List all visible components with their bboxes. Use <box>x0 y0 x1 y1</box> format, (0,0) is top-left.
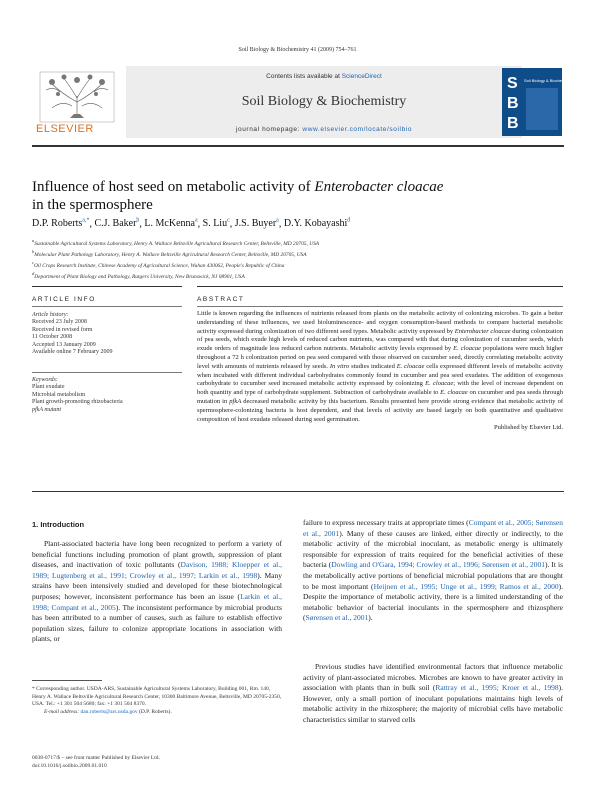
author-list: D.P. Roberts$^{a,*}$, C.J. Baker$^b$, L. McKenna$^a$, S. Liu$^c$, J.S. Buyer$^a$, D.Y. Kobayashi$^d$ <box>32 218 351 230</box>
affiliation-marker[interactable]: b <box>136 218 140 224</box>
keyword: Plant exudate <box>32 384 65 391</box>
journal-cover-image <box>502 68 573 136</box>
affiliation-marker[interactable]: a <box>194 218 198 224</box>
journal-homepage-line: journal homepage: www.elsevier.com/locate/soilbio <box>235 126 413 133</box>
intro-paragraph <box>303 518 563 624</box>
journal-name: Soil Biology & Biochemistry <box>241 94 407 109</box>
affiliation-marker: b <box>32 249 35 254</box>
issn-doi: 0038-0717/$ – see front matter Published by Elsevier Ltd. doi:10.1016/j.soilbio.2009.01.010 <box>32 755 160 769</box>
abstract-heading: ABSTRACT <box>197 296 245 303</box>
author-name: D.Y. Kobayashi$^d$ <box>283 218 351 230</box>
citation-link[interactable]: Compant et al., 2005; Sørensen et al., 2001 <box>303 518 564 538</box>
cover-letter: B <box>507 95 519 112</box>
affiliation: $^c$Oil Crops Research Institute, Chinese Academy of Agricultural Science, Wuhan 430062, People's Republic of China <box>32 260 285 269</box>
divider <box>32 306 182 307</box>
masthead-rule <box>32 145 564 147</box>
article-info-heading: ARTICLE INFO <box>32 296 96 303</box>
journal-masthead <box>32 66 573 139</box>
journal-citation: Soil Biology & Biochemistry 41 (2009) 754–761 <box>238 47 357 53</box>
affiliation-marker[interactable]: a,* <box>82 218 90 224</box>
body-text: ). <box>368 613 373 623</box>
divider <box>32 491 564 492</box>
divider <box>197 306 563 307</box>
author-name: D.P. Roberts$^{a,*}$ <box>32 218 90 230</box>
body-text: ). The inconsistent performance by microbial products has been attributed to a number of causes, such as failure to establish effective population sizes, failure to colonize appropriate locations in association with plants, or <box>32 602 282 644</box>
affiliation-marker[interactable]: c <box>227 218 230 224</box>
keyword: Microbial metabolism <box>32 391 86 398</box>
journal-homepage-link[interactable]: www.elsevier.com/locate/soilbio <box>302 126 413 133</box>
affiliation-marker: a <box>32 238 35 243</box>
cover-title: Soil Biology & Biochemistry <box>524 78 573 83</box>
body-text: ). Despite the importance of metabolic activity, there is a limited understanding of the metabolic behavior of bacterial inoculants in the spermosphere and rhizosphere ( <box>303 581 563 623</box>
citation-link[interactable]: Larkin et al., 1998; Compant et al., 2005 <box>32 591 282 612</box>
intro-paragraph <box>303 662 563 726</box>
affiliation-marker: d <box>32 271 35 276</box>
sciencedirect-link[interactable]: ScienceDirect <box>341 73 382 80</box>
article-history: Article history: Received 23 July 2008 Received in revised form 11 October 2008 Accepted 13 January 2009 Available online 7 February 2009 <box>32 312 182 356</box>
cover-letter: B <box>507 115 519 132</box>
section-heading: 1. Introduction <box>32 520 85 529</box>
body-text: ). However, only a small portion of inoculant populations maintains high levels of metabolic activity in the rhizosphere; the majority of microbial cells have metabolic characteristics similar to starved cells <box>303 683 563 724</box>
keyword: pfkA mutant <box>32 406 62 413</box>
divider <box>32 286 182 287</box>
body-text: ). Many strains have been intensively studied and developed for these biotechnological purposes; however, inconsistent performance has been an issue ( <box>32 570 283 601</box>
affiliation-marker[interactable]: a <box>276 218 279 224</box>
body-text: Plant-associated bacteria have long been recognized to perform a variety of beneficial functions including promotion of plant growth, suppression of plant diseases, and inactivation of toxic pollutants ( <box>32 539 282 570</box>
corresponding-author-note: * Corresponding author. USDA-ARS, Sustainable Agricultural Systems Laboratory, Building 001, Rm. 140, Henry A. Wallace Beltsville Agricultural Research Center, 10300 Baltimore Avenue, Beltsville, MD 20705-2350, USA. Tel.: +1 301 504 5680; fax: +1 301 504 8370. E-mail address: dan.roberts@ars.usda.gov (D.P. Roberts). <box>32 686 282 715</box>
body-text: Previous studies have identified environmental factors that influence metabolic activity of plant-associated microbes. Microbes are known to have greater activity in association with plants than in bulk soil ( <box>303 662 563 693</box>
footnote-rule <box>32 680 102 681</box>
body-text: failure to express necessary traits at appropriate times ( <box>303 518 469 527</box>
keywords: Keywords: Plant exudate Microbial metabolism Plant growth-promoting rhizobacteria pfkA mutant <box>32 377 182 414</box>
cover-letter: S <box>507 75 518 92</box>
publisher-wordmark: ELSEVIER <box>36 123 94 135</box>
history-entry: Received in revised form <box>32 326 93 333</box>
history-entry: Available online 7 February 2009 <box>32 349 113 356</box>
body-text: ). It is the metabolically active portions of beneficial microbial populations that are thought to be most important ( <box>303 560 563 591</box>
author-name: L. McKenna$^a$ <box>144 218 198 230</box>
affiliation-marker: c <box>32 260 34 265</box>
author-name: C.J. Baker$^b$ <box>94 218 140 230</box>
affiliation: $^b$Molecular Plant Pathology Laboratory, Henry A. Wallace Beltsville Agricultural Research Center, Beltsville, MD 20705, USA <box>32 249 307 258</box>
history-entry: Received 23 July 2008 <box>32 319 87 326</box>
citation-link[interactable]: Davison, 1988; Kloepper et al., 1989; Lugtenberg et al., 1991; Crowley et al., 1997; Larkin et al., 1998 <box>32 560 283 580</box>
affiliations <box>32 237 564 281</box>
email-link[interactable]: dan.roberts@ars.usda.gov <box>80 708 138 715</box>
contents-available-line: Contents lists available at ScienceDirect <box>266 73 382 80</box>
citation-link[interactable]: Heijnen et al., 1995; Unge et al., 1999; Ramos et al., 2000 <box>373 581 559 591</box>
abstract-text: Little is known regarding the influences of nutrients released from plants on the metabolic activity of colonizing microbes. To gain a better understanding of these influences, we used bioluminescence- and oxygen consumption-based methods to compare bacterial metabolic activity expressed during colonization of two different seed types. Metabolic activity expressed by Enterobacter cloacae during colonization of pea seeds, which exude high levels of reduced carbon nutrients, was compared with that during colonization of cucumber seeds, which exude orders of magnitude less reduced carbon nutrients. Metabolic activity levels expressed by E. cloacae populations were much higher throughout a 72 h colonization period on pea seed compared with those observed on cucumber seed, directly correlating metabolic activity level with amounts of nutrients released by seeds. In vitro studies indicated E. cloacae cells expressed different levels of metabolic activity when incubated with different individual carbohydrates commonly found in cucumber and pea seed exudates. The addition of exogenous carbohydrate to cucumber seed increased metabolic activity expressed by colonizing E. cloacae; with the level of increase dependent on both quantity and type of carbohydrate supplement. Subtraction of carbohydrate available to E. cloacae on cucumber and pea seeds through mutation in pfkA decreased metabolic activity by this bacterium. Results presented here provide strong evidence that metabolic activity of spermosphere-colonizing bacteria is host dependent, and that levels of activity are based largely on both quantitative and qualitative composition of host exudate released during seed germination. Published by Elsevier Ltd. <box>197 310 564 432</box>
citation-link[interactable]: Dowling and O'Gara, 1994; Crowley et al., 1996; Sørensen et al., 2001 <box>331 560 546 570</box>
citation-link[interactable]: Rattray et al., 1995; Kroer et al., 1998 <box>435 683 559 693</box>
affiliation: $^a$Sustainable Agricultural Systems Laboratory, Henry A. Wallace Beltsville Agricultural Research Center, Beltsville, MD 20705, USA <box>32 238 320 247</box>
publisher-statement: Published by Elsevier Ltd. <box>494 424 563 432</box>
affiliation-marker[interactable]: d <box>347 218 351 224</box>
author-name: J.S. Buyer$^a$ <box>234 218 279 230</box>
intro-paragraph <box>32 539 282 645</box>
keyword: Plant growth-promoting rhizobacteria <box>32 399 123 406</box>
body-text: ). Many of these causes are linked, either directly or indirectly, to the metabolic activity of the microbial inoculant, as metabolic energy is ultimately responsible for expression of traits required for the beneficial activities of these bacteria ( <box>303 528 564 570</box>
article-title: Influence of host seed on metabolic activity of Enterobacter cloacae in the spermosphere <box>32 179 444 213</box>
history-entry: Accepted 13 January 2009 <box>32 341 96 348</box>
citation-link[interactable]: Sørensen et al., 2001 <box>305 613 369 623</box>
history-entry: 11 October 2008 <box>32 334 73 341</box>
affiliation: $^d$Department of Plant Biology and Pathology, Rutgers University, New Brunswick, NJ 08901, USA <box>32 271 245 280</box>
divider <box>32 372 182 373</box>
divider <box>197 286 563 287</box>
author-name: S. Liu$^c$ <box>202 218 230 230</box>
